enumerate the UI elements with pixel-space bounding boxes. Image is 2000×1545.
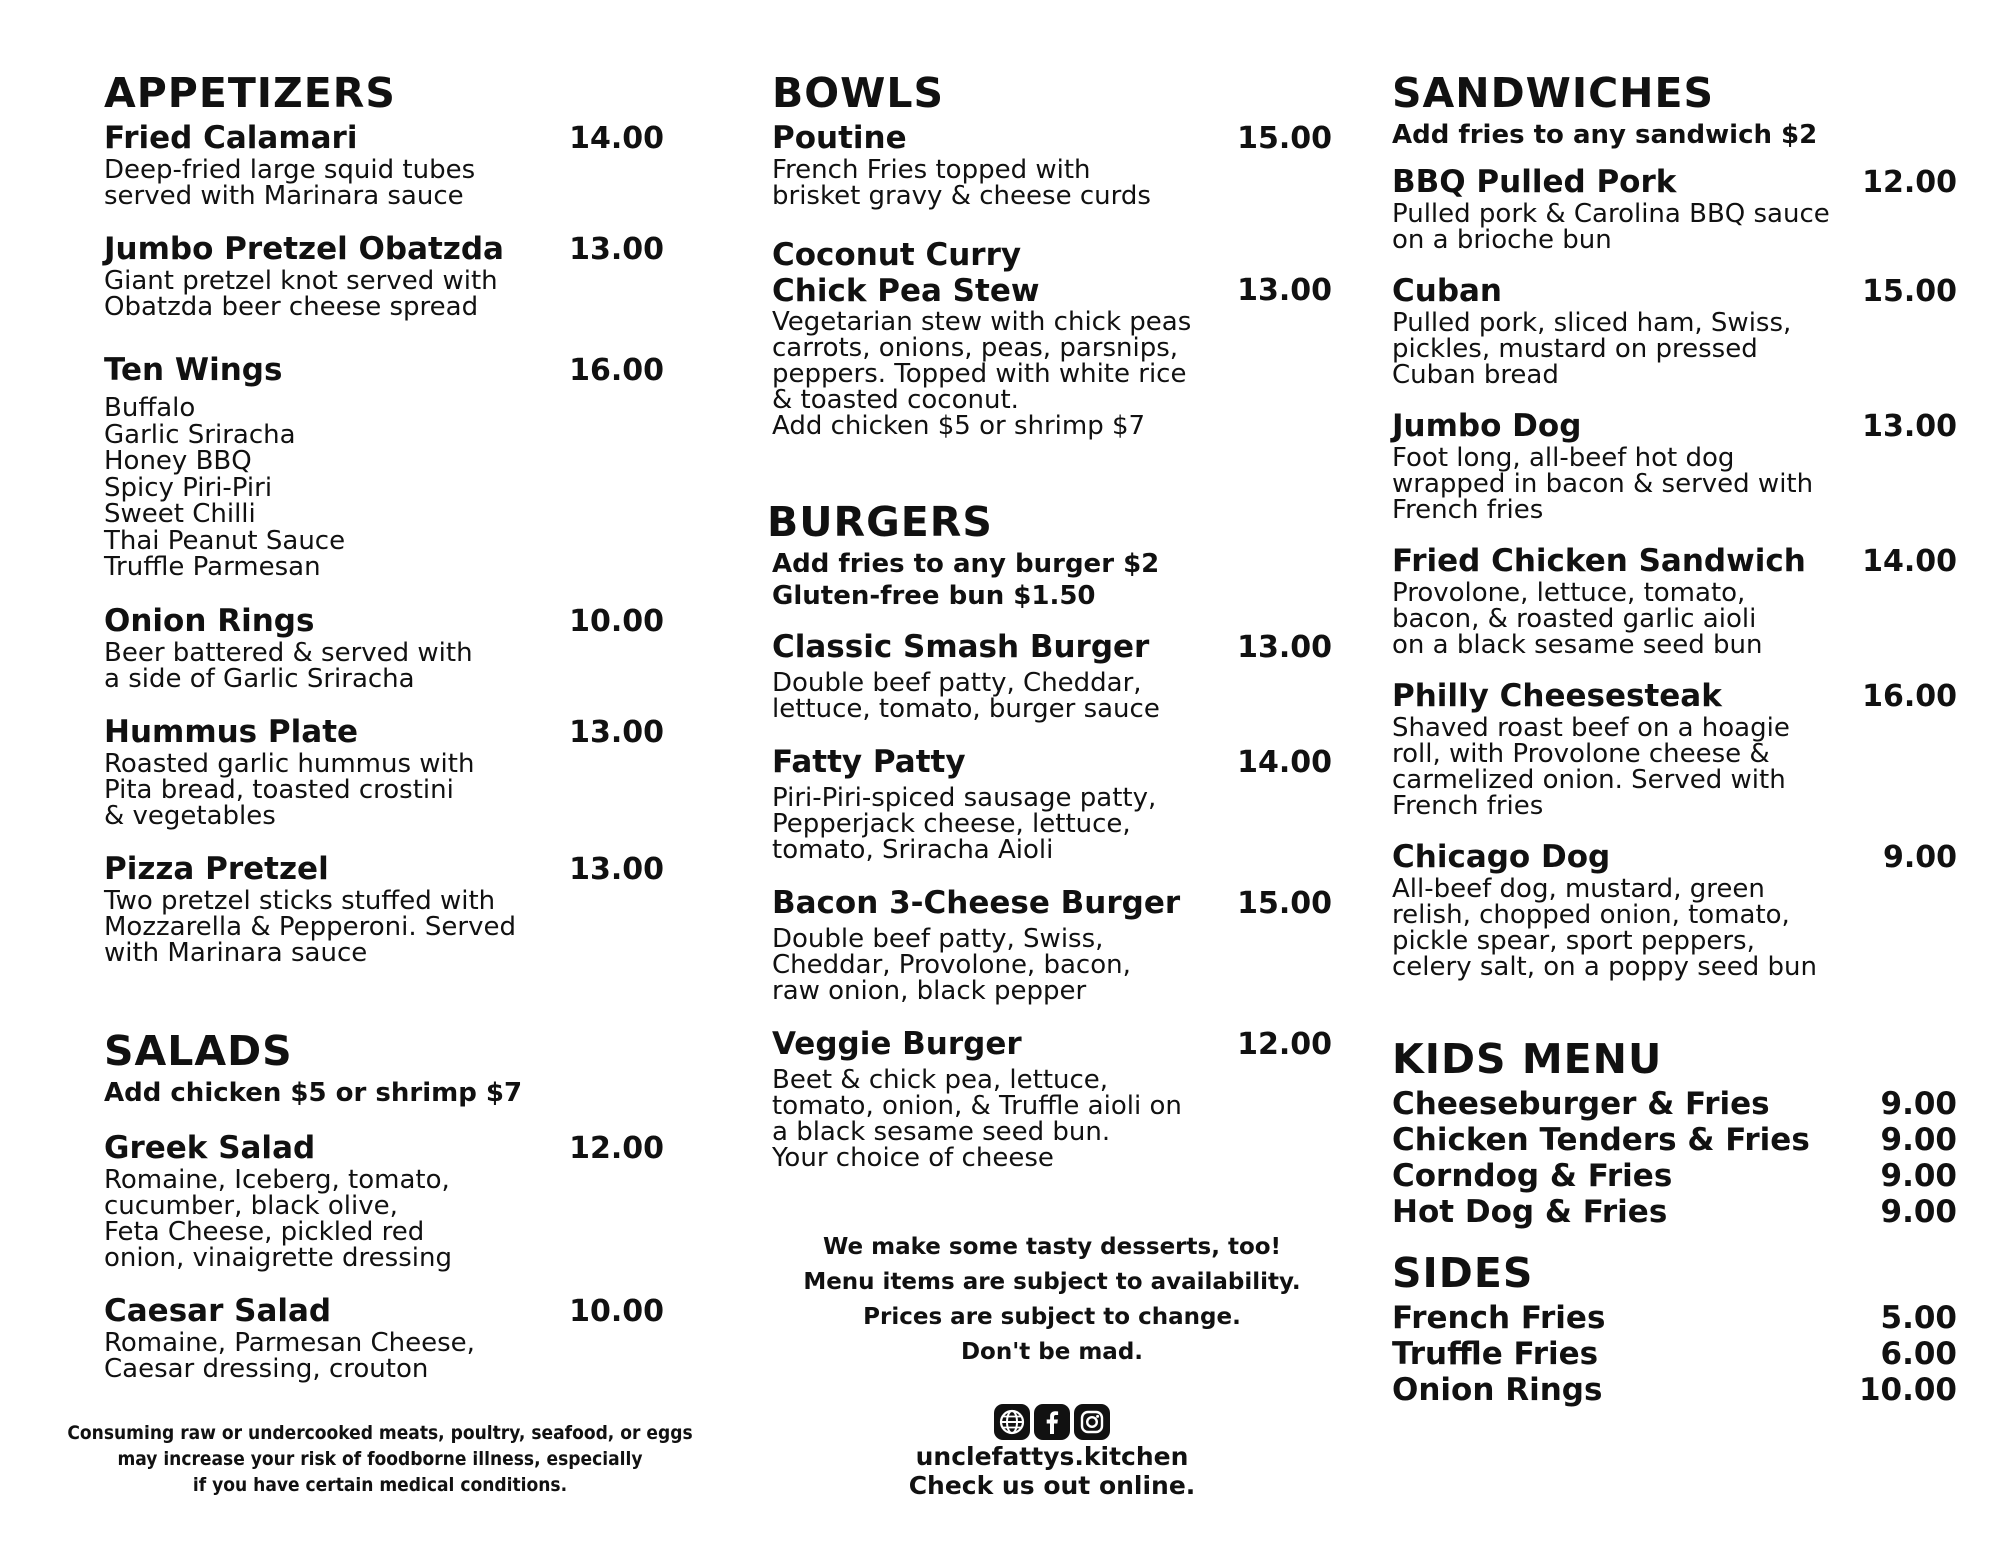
item-price: 15.00 (1237, 121, 1332, 156)
item-name: French Fries (1392, 1300, 1606, 1336)
item-name: Caesar Salad (104, 1292, 332, 1329)
notice-line: We make some tasty desserts, too! (822, 1234, 1282, 1260)
wing-sauce-option: Truffle Parmesan (104, 552, 321, 582)
wing-sauce-option: Thai Peanut Sauce (104, 525, 346, 556)
menu-item (1392, 273, 1957, 388)
item-name: Jumbo Pretzel Obatzda (104, 231, 504, 267)
item-price: 12.00 (1237, 1027, 1332, 1062)
item-name: Cuban (1392, 273, 1502, 309)
item-price: 14.00 (1237, 745, 1332, 780)
item-name: Coconut Curry Chick Pea Stew (772, 237, 1040, 309)
menu-item (104, 352, 664, 581)
menu-item (1392, 1300, 1957, 1336)
item-description: Double beef patty, Cheddar, lettuce, tomato, burger sauce (772, 668, 1160, 724)
item-name: Corndog & Fries (1392, 1158, 1673, 1194)
menu-item (104, 120, 664, 209)
menu-item (104, 1293, 664, 1382)
item-name: Chicken Tenders & Fries (1392, 1122, 1810, 1158)
item-description: Romaine, Parmesan Cheese, Caesar dressing, crouton (104, 1327, 475, 1384)
menu-item (1392, 1086, 1957, 1122)
menu-item (1392, 1158, 1957, 1194)
item-name: Onion Rings (1392, 1372, 1603, 1408)
menu-item (772, 120, 1332, 209)
wing-sauce-option: Garlic Sriracha (104, 419, 296, 450)
menu-item (104, 1130, 664, 1271)
menu-item (1392, 408, 1957, 523)
item-name: Fried Calamari (104, 120, 358, 156)
notice-line: Don't be mad. (960, 1339, 1144, 1365)
item-name: Classic Smash Burger (772, 629, 1150, 665)
item-price: 6.00 (1880, 1336, 1957, 1372)
item-name: Veggie Burger (772, 1026, 1022, 1062)
wing-sauce-option: Honey BBQ (104, 446, 252, 476)
item-price: 13.00 (1237, 273, 1332, 308)
item-price: 16.00 (569, 353, 664, 388)
menu-item (1392, 1372, 1957, 1408)
globe-icon[interactable] (994, 1404, 1030, 1440)
social-tagline: Check us out online. (908, 1471, 1196, 1500)
item-price: 16.00 (1862, 679, 1957, 714)
item-description: Romaine, Iceberg, tomato, cucumber, black olive, Feta Cheese, pickled red onion, vinaigrette dressing (104, 1164, 452, 1273)
menu-item (772, 237, 1332, 439)
item-price: 13.00 (569, 714, 664, 750)
item-price: 13.00 (569, 851, 664, 887)
section-note: Add fries to any sandwich $2 (1392, 120, 1818, 150)
menu-item (104, 603, 664, 692)
section-title: APPETIZERS (104, 69, 396, 117)
menu-item (1392, 1122, 1957, 1158)
item-price: 10.00 (569, 1293, 664, 1329)
item-name: Philly Cheesesteak (1392, 678, 1722, 714)
notice-line: Prices are subject to change. (863, 1304, 1241, 1330)
item-price: 14.00 (1862, 544, 1957, 579)
item-description: Beet & chick pea, lettuce, tomato, onion, & Truffle aioli on a black sesame seed bun. Your choice of cheese (772, 1065, 1182, 1173)
item-description: Beer battered & served with a side of Garlic Sriracha (104, 637, 473, 694)
item-description: Double beef patty, Swiss, Cheddar, Provolone, bacon, raw onion, black pepper (772, 924, 1131, 1006)
section-note: Add chicken $5 or shrimp $7 (104, 1077, 523, 1108)
item-description: Pulled pork & Carolina BBQ sauce on a brioche bun (1392, 199, 1830, 255)
item-price: 9.00 (1880, 1122, 1957, 1158)
menu-item (1392, 164, 1957, 253)
item-description: Vegetarian stew with chick peas carrots, onions, peas, parsnips, peppers. Topped with white rice & toasted coconut. Add chicken $5 or shrimp $7 (772, 307, 1192, 441)
menu-item (104, 714, 664, 829)
section-salads (104, 1028, 664, 1382)
item-price: 9.00 (1880, 1194, 1957, 1230)
item-price: 10.00 (569, 603, 664, 639)
item-name: Hot Dog & Fries (1392, 1194, 1668, 1230)
section-appetizers (104, 70, 664, 966)
section-title: SANDWICHES (1392, 69, 1715, 117)
instagram-icon[interactable] (1074, 1404, 1110, 1440)
item-description: Provolone, lettuce, tomato, bacon, & roasted garlic aioli on a black sesame seed bun (1392, 578, 1763, 660)
menu-item (1392, 1194, 1957, 1230)
menu-item (1392, 543, 1957, 658)
item-price: 13.00 (569, 232, 664, 267)
item-name: BBQ Pulled Pork (1392, 164, 1677, 200)
menu-item (104, 231, 664, 320)
section-bowls (772, 70, 1332, 439)
section-title: SALADS (104, 1026, 293, 1075)
item-name: Cheeseburger & Fries (1392, 1086, 1770, 1122)
section-note: Gluten-free bun $1.50 (772, 581, 1096, 611)
food-safety-disclaimer (40, 1420, 720, 1498)
item-price: 15.00 (1237, 886, 1332, 921)
wing-sauce-option: Sweet Chilli (104, 499, 256, 529)
item-description: Two pretzel sticks stuffed with Mozzarella & Pepperoni. Served with Marinara sauce (104, 885, 516, 968)
item-price: 10.00 (1858, 1372, 1957, 1408)
section-sandwiches (1392, 70, 1957, 980)
item-description: All-beef dog, mustard, green relish, chopped onion, tomato, pickle spear, sport peppers, celery salt, on a poppy seed bun (1392, 874, 1817, 982)
menu-item (772, 1026, 1332, 1171)
wing-sauce-list (104, 395, 664, 581)
disclaimer-line: Consuming raw or undercooked meats, poultry, seafood, or eggs (67, 1422, 693, 1444)
item-description: Piri-Piri-spiced sausage patty, Pepperjack cheese, lettuce, tomato, Sriracha Aioli (772, 783, 1157, 865)
section-title: KIDS MENU (1392, 1035, 1663, 1083)
item-price: 12.00 (1862, 165, 1957, 200)
menu-column-right (1392, 70, 1957, 1408)
item-price: 15.00 (1862, 274, 1957, 309)
section-sides (1392, 1250, 1957, 1408)
menu-item (772, 885, 1332, 1004)
facebook-icon[interactable] (1034, 1404, 1070, 1440)
item-price: 9.00 (1880, 1086, 1957, 1122)
disclaimer-line: if you have certain medical conditions. (192, 1474, 568, 1496)
item-name: Hummus Plate (104, 713, 359, 750)
item-name: Chicago Dog (1392, 839, 1611, 875)
item-description: Roasted garlic hummus with Pita bread, toasted crostini & vegetables (104, 748, 475, 831)
item-price: 13.00 (1862, 409, 1957, 444)
item-name: Fried Chicken Sandwich (1392, 543, 1806, 579)
item-name: Fatty Patty (772, 744, 966, 780)
section-title: SIDES (1392, 1249, 1534, 1297)
menu-column-middle (767, 69, 1332, 1193)
section-title: BURGERS (767, 498, 993, 546)
website-link[interactable]: unclefattys.kitchen (915, 1442, 1189, 1471)
item-name: Greek Salad (104, 1129, 316, 1166)
item-description: Shaved roast beef on a hoagie roll, with Provolone cheese & carmelized onion. Served with French fries (1392, 713, 1790, 821)
item-name: Bacon 3-Cheese Burger (772, 885, 1181, 921)
social-links (772, 1404, 1332, 1500)
item-name: Truffle Fries (1392, 1336, 1599, 1372)
wing-sauce-option: Buffalo (104, 393, 196, 423)
section-note: Add fries to any burger $2 (772, 549, 1160, 579)
item-description: French Fries topped with brisket gravy & cheese curds (772, 155, 1151, 211)
item-price: 5.00 (1880, 1300, 1957, 1336)
section-kids-menu (1392, 1036, 1957, 1230)
item-name: Jumbo Dog (1392, 408, 1582, 444)
disclaimer-line: may increase your risk of foodborne illness, especially (117, 1448, 643, 1470)
section-burgers (767, 498, 1332, 1173)
section-title: BOWLS (772, 69, 944, 117)
menu-item (1392, 839, 1957, 980)
item-price: 9.00 (1880, 1158, 1957, 1194)
menu-item (1392, 678, 1957, 819)
notice-line: Menu items are subject to availability. (803, 1269, 1301, 1295)
item-name: Ten Wings (104, 352, 283, 388)
item-description: Foot long, all-beef hot dog wrapped in bacon & served with French fries (1392, 443, 1814, 525)
wing-sauce-option: Spicy Piri-Piri (104, 472, 273, 503)
menu-item (1392, 1336, 1957, 1372)
item-price: 12.00 (569, 1130, 664, 1166)
item-name: Poutine (772, 120, 907, 156)
item-price: 9.00 (1882, 840, 1957, 875)
menu-notices (772, 1230, 1332, 1370)
item-price: 14.00 (569, 121, 664, 156)
item-price: 13.00 (1237, 630, 1332, 665)
item-description: Giant pretzel knot served with Obatzda beer cheese spread (104, 266, 498, 322)
item-description: Pulled pork, sliced ham, Swiss, pickles, mustard on pressed Cuban bread (1392, 308, 1792, 390)
menu-item (772, 629, 1332, 722)
item-name: Pizza Pretzel (104, 850, 329, 887)
menu-column-left (104, 70, 664, 1404)
social-icons (772, 1404, 1332, 1440)
item-description: Deep-fried large squid tubes served with Marinara sauce (104, 155, 476, 211)
menu-item (772, 744, 1332, 863)
menu-item (104, 851, 664, 966)
item-name: Onion Rings (104, 602, 315, 639)
